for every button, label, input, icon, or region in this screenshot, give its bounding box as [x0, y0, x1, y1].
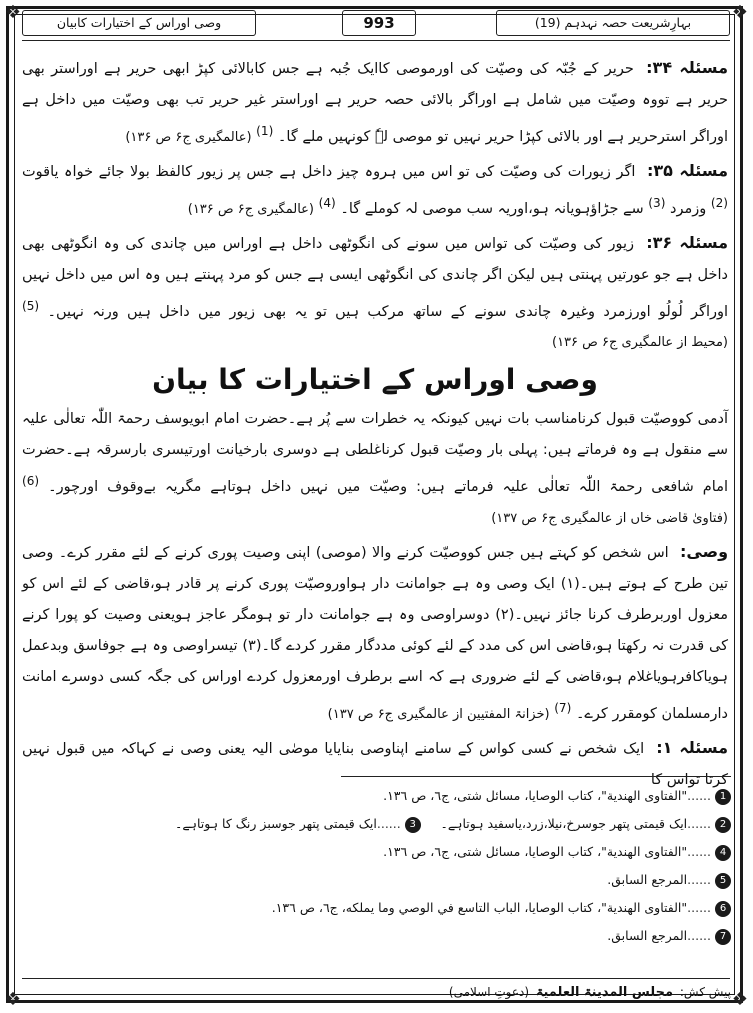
- footnotes: [25, 782, 731, 950]
- corner-ornament-icon: ❖: [731, 2, 749, 23]
- footnote-item: [25, 922, 731, 950]
- footnote-number: 6: [715, 901, 731, 917]
- section-heading: وصی اوراس کے اختیارات کا بیان: [152, 363, 598, 397]
- footnote-text: ایک قیمتی پتھر جوسبز رنگ کا ہوتاہے۔: [175, 816, 377, 831]
- masala-34: [22, 52, 728, 153]
- footnote-mark[interactable]: (1): [256, 124, 274, 138]
- footnote-mark[interactable]: (3): [648, 195, 666, 210]
- footnote-number: 4: [715, 845, 731, 861]
- footnote-number: 5: [715, 873, 731, 889]
- wasi-label: وصی:: [680, 542, 729, 562]
- masala-text: اگر زیورات کی وصیّت کی تو اس میں ہروہ چیز داخل ہے جس پر زیور کالفظ بولا جائے خواہ یاقوت: [22, 163, 636, 180]
- reference: (فتاویٰ قاضی خاں از عالمگیری ج۶ ص ۱۳۷): [491, 511, 728, 527]
- footnote-mark[interactable]: (4): [318, 195, 336, 210]
- footnote-number: 2: [715, 817, 731, 833]
- masala-36: [22, 227, 728, 359]
- footer-divider: [22, 978, 730, 979]
- masala-text: سے جڑاؤہویانہ ہو،اوریہ سب موصی لہ کوملے گا۔: [340, 200, 644, 217]
- corner-ornament-icon: ❖: [4, 2, 22, 23]
- masala-text: زیور کی وصیّت کی تواس میں سونے کی انگوٹھی داخل ہے اوراس میں چاندی کی وہ انگوٹھی بھی داخل ہے جو عورتیں پہنتی ہیں لیکن اگر چاندی کی انگوٹھی ایسی ہے جس کو مرد پہنتے ہیں وہ اس میں داخل نہیں اوراگر لُولُو اورزمرد وغیرہ چاندی سونے کے ساتھ مرکب ہیں تو یہ بھی زیور میں داخل ہیں ورنہ نہیں۔: [22, 235, 729, 320]
- footnote-text: المرجع السابق.: [607, 928, 688, 943]
- wasi-text: اس شخص کو کہتے ہیں جس کووصیّت کرنے والا (موصی) اپنی وصیت پوری کرنے کے لئے مقرر کرے۔ وصی تین طرح کے ہوتے ہیں۔(۱) ایک وصی وہ ہے جوامانت دار ہواوروصیّت پوری کرنے پر قادر ہو،قاضی کے لئے اس کو معزول اوربرطرف کرنا جائز نہیں۔(۲) دوسراوصی وہ ہے جوامانت دار تو ہومگر عاجز ہویعنی وصیت کو پورا کرنے کی قدرت نہ رکھتا ہو،قاضی اس کی مدد کے لئے کوئی مددگار مقرر کردے گا۔(۳) تیسراوصی وہ ہے جوفاسق وبدعمل ہویاکافرہویاغلام ہو،قاضی کے لئے ضروری ہے کہ اسے برطرف اورمعزول کردے اوراس کی جگہ کسی دوسرے امانت دارمسلمان کومقرر کرے۔: [22, 545, 728, 723]
- footer-prefix: پیش کش:: [679, 985, 731, 999]
- masala-text: ایک شخص نے کسی کواس کے سامنے اپناوصی بنایایا موصٰی الیہ یعنی وصی نے کہاکہ میں قبول نہیں کرتا تواس کا: [22, 741, 728, 789]
- footnote-text: "الفتاوى الهندية"، كتاب الوصايا، مسائل شتى، ج٦، ص ١٣٦.: [383, 844, 688, 859]
- footnote-text: "الفتاوی الهندية"، كتاب الوصايا، مسائل شتى، ج٦، ص ١٣٦.: [383, 788, 688, 803]
- footer-suffix: (دعوتِ اسلامی): [448, 985, 530, 999]
- footnote-item: [25, 810, 731, 838]
- footnote-mark[interactable]: (5): [22, 298, 40, 313]
- masala-label: مسئلہ ۳۴:: [646, 58, 728, 77]
- book-title: بہارِشریعت حصہ نہدہم (19): [496, 10, 730, 36]
- footnote-leader: ......: [687, 900, 711, 915]
- footnote-item: [25, 866, 731, 894]
- reference: (عالمگیری ج۶ ص ۱۳۶): [125, 129, 252, 145]
- masala-text: وزمرد: [670, 200, 707, 217]
- footnote-number: 3: [405, 817, 421, 833]
- footnote-leader: ......: [687, 872, 711, 887]
- header-divider: [22, 40, 730, 41]
- masala-label: مسئلہ ۳۶:: [646, 232, 729, 252]
- chapter-title: وصی اوراس کے اختیارات کابیان: [22, 10, 256, 36]
- footnote-mark[interactable]: (6): [22, 474, 40, 489]
- corner-ornament-icon: ❖: [4, 989, 22, 1010]
- page-header: [22, 8, 730, 38]
- footnote-mark[interactable]: (7): [554, 701, 572, 716]
- footnote-leader: ......: [687, 816, 711, 831]
- intro-text: آدمی کووصیّت قبول کرنامناسب بات نہیں کیونکہ یہ خطرات سے پُر ہے۔حضرت امام ابویوسف رحمۃ اللّٰہ تعالٰی علیہ سے منقول ہے وہ فرماتے ہیں: پہلی بار وصیّت قبول کرناغلطی ہے دوسری بارخیانت اورتیسری بارسرقہ ہے۔حضرت امام شافعی رحمۃ اللّٰہ تعالٰی علیہ فرماتے ہیں: وصیّت میں نہیں داخل ہوتاہے مگریہ بےوقوف اورچور۔: [22, 411, 728, 496]
- footnote-leader: ......: [687, 844, 711, 859]
- intro-paragraph: [22, 404, 728, 534]
- corner-ornament-icon: ❖: [731, 989, 749, 1010]
- footer-org: مجلس المدینۃ العلمیۃ: [535, 985, 674, 1000]
- reference: (محیط از عالمگیری ج۶ ص ۱۳۶): [551, 335, 728, 351]
- reference: (خزانۃ المفتیین از عالمگیری ج۶ ص ۱۳۷): [327, 707, 550, 723]
- footnote-text: المرجع السابق.: [607, 872, 688, 887]
- masala-text: حریر کے جُبّہ کی وصیّت کی اورموصی کاایک جُبہ ہے جس کابالائی کپڑ ابھی حریر ہے اوراستر بھی حریر ہے تووہ وصیّت میں شامل ہے اوراگر بالائی حصہ حریر ہے اوراستر غیر حریر تب بھی وصیّت میں داخل ہے اوراگر استرحریر ہے اور بالائی کپڑا حریر نہیں تو موصی لہٗ کونہیں ملے گا۔: [22, 61, 728, 145]
- footnote-number: 7: [715, 929, 731, 945]
- footnote-leader: ......: [687, 928, 711, 943]
- footnote-item: [25, 838, 731, 866]
- page-number: 993: [342, 10, 416, 36]
- masala-label: مسئلہ ۱:: [656, 738, 729, 758]
- footnote-leader: ......: [687, 788, 711, 803]
- footnote-text: "الفتاوى الهندية"، كتاب الوصايا، الباب التاسع في الوصي وما يملكه، ج٦، ص ١٣٦.: [271, 900, 688, 915]
- masala-label: مسئلہ ۳۵:: [646, 160, 728, 180]
- reference: (عالمگیری ج۶ ص ۱۳۶): [187, 201, 314, 217]
- footnote-leader: ......: [376, 816, 401, 831]
- main-content: [22, 52, 728, 798]
- footnote-mark[interactable]: (2): [710, 195, 728, 210]
- footnote-number: 1: [715, 789, 731, 805]
- masala-35: [22, 155, 728, 225]
- footnote-item: [175, 810, 421, 838]
- footnote-item: [25, 894, 731, 922]
- wasi-definition: [22, 536, 728, 730]
- footnote-item: [25, 782, 731, 810]
- page-footer: [449, 982, 731, 1003]
- footnote-divider: [341, 776, 731, 777]
- footnote-text: ایک قیمتی پتھر جوسرخ،نیلا،زرد،یاسفید ہوتاہے۔: [440, 816, 688, 831]
